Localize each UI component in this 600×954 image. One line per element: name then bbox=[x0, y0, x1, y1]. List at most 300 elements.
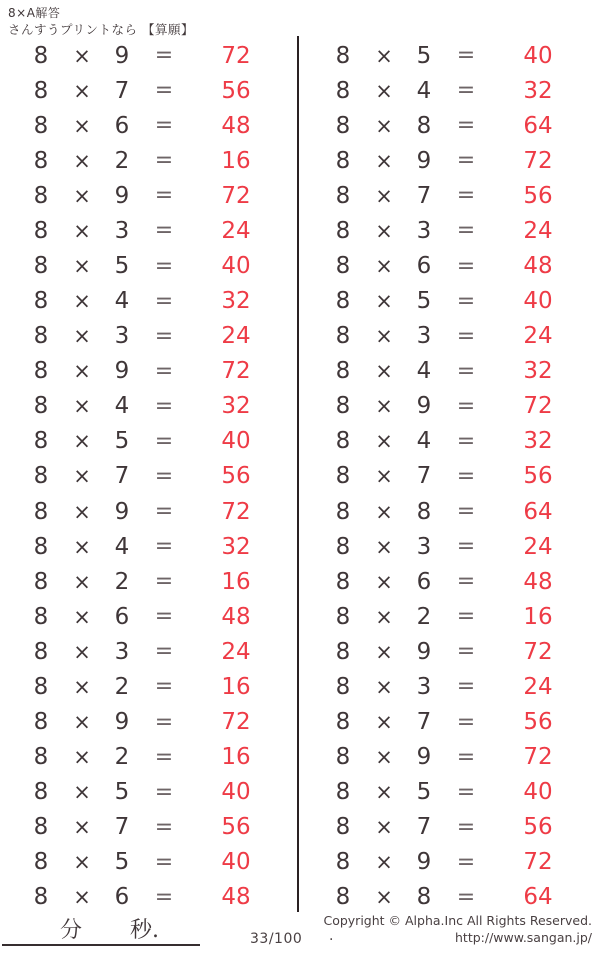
equals-symbol: = bbox=[456, 393, 476, 419]
problem-row bbox=[302, 178, 598, 213]
problem-row bbox=[302, 810, 598, 845]
multiplier: 8 bbox=[416, 498, 432, 525]
multiplicand: 8 bbox=[335, 323, 351, 350]
answer-value: 40 bbox=[221, 428, 251, 455]
page-indicator: 33/100 bbox=[250, 931, 303, 947]
equals-symbol: = bbox=[154, 358, 174, 384]
problem-row bbox=[0, 529, 296, 564]
multiplicand: 8 bbox=[33, 428, 49, 455]
times-symbol: × bbox=[73, 78, 91, 103]
multiplier: 2 bbox=[416, 603, 432, 630]
problem-row bbox=[302, 494, 598, 529]
times-symbol: × bbox=[73, 850, 91, 875]
answer-value: 16 bbox=[221, 147, 251, 174]
times-symbol: × bbox=[73, 394, 91, 419]
times-symbol: × bbox=[375, 394, 393, 419]
answer-value: 72 bbox=[523, 744, 553, 771]
times-symbol: × bbox=[73, 113, 91, 138]
multiplicand: 8 bbox=[33, 288, 49, 315]
multiplier: 8 bbox=[416, 112, 432, 139]
problem-row bbox=[0, 284, 296, 319]
equals-symbol: = bbox=[154, 323, 174, 349]
multiplicand: 8 bbox=[33, 603, 49, 630]
times-symbol: × bbox=[375, 359, 393, 384]
equals-symbol: = bbox=[154, 288, 174, 314]
multiplicand: 8 bbox=[33, 147, 49, 174]
multiplicand: 8 bbox=[335, 603, 351, 630]
equals-symbol: = bbox=[154, 744, 174, 770]
multiplicand: 8 bbox=[335, 849, 351, 876]
problem-row bbox=[302, 213, 598, 248]
multiplier: 5 bbox=[114, 849, 130, 876]
times-symbol: × bbox=[73, 183, 91, 208]
times-symbol: × bbox=[375, 113, 393, 138]
equals-symbol: = bbox=[456, 674, 476, 700]
multiplier: 2 bbox=[114, 673, 130, 700]
multiplier: 9 bbox=[416, 393, 432, 420]
multiplicand: 8 bbox=[335, 253, 351, 279]
answer-value: 32 bbox=[523, 428, 553, 455]
multiplier: 6 bbox=[114, 112, 130, 139]
multiplicand: 8 bbox=[33, 568, 49, 595]
equals-symbol: = bbox=[456, 183, 476, 209]
equals-symbol: = bbox=[456, 779, 476, 805]
equals-symbol: = bbox=[456, 534, 476, 560]
times-symbol: × bbox=[375, 148, 393, 173]
equals-symbol: = bbox=[154, 218, 174, 244]
multiplicand: 8 bbox=[33, 814, 49, 841]
times-symbol: × bbox=[375, 464, 393, 489]
problem-row bbox=[302, 389, 598, 424]
problem-row bbox=[0, 108, 296, 143]
answer-value: 32 bbox=[221, 393, 251, 420]
equals-symbol: = bbox=[154, 534, 174, 560]
answer-value: 32 bbox=[221, 288, 251, 315]
problem-row bbox=[302, 354, 598, 389]
equals-symbol: = bbox=[154, 674, 174, 700]
answer-value: 56 bbox=[221, 77, 251, 104]
equals-symbol: = bbox=[154, 148, 174, 174]
equals-symbol: = bbox=[154, 463, 174, 489]
problem-row bbox=[0, 319, 296, 354]
multiplier: 5 bbox=[114, 253, 130, 279]
equals-symbol: = bbox=[154, 253, 174, 279]
multiplicand: 8 bbox=[335, 673, 351, 700]
problem-row bbox=[302, 459, 598, 494]
answer-value: 32 bbox=[221, 533, 251, 560]
equals-symbol: = bbox=[154, 709, 174, 735]
multiplier: 7 bbox=[114, 77, 130, 104]
problems-column-right bbox=[302, 38, 598, 915]
equals-symbol: = bbox=[154, 428, 174, 454]
answer-value: 48 bbox=[523, 568, 553, 595]
equals-symbol: = bbox=[456, 499, 476, 525]
answer-value: 40 bbox=[523, 288, 553, 315]
multiplicand: 8 bbox=[33, 744, 49, 771]
times-symbol: × bbox=[73, 499, 91, 524]
multiplier: 4 bbox=[114, 533, 130, 560]
multiplicand: 8 bbox=[335, 358, 351, 385]
seconds-label: 秒. bbox=[130, 918, 159, 943]
times-symbol: × bbox=[375, 289, 393, 314]
answer-value: 72 bbox=[221, 182, 251, 209]
times-symbol: × bbox=[73, 43, 91, 68]
times-symbol: × bbox=[73, 815, 91, 840]
problem-row bbox=[0, 704, 296, 739]
column-divider-line bbox=[297, 36, 299, 912]
answer-value: 40 bbox=[221, 253, 251, 279]
multiplicand: 8 bbox=[335, 42, 351, 69]
answer-value: 56 bbox=[523, 182, 553, 209]
answer-value: 24 bbox=[221, 323, 251, 350]
multiplicand: 8 bbox=[33, 498, 49, 525]
multiplier: 9 bbox=[416, 147, 432, 174]
problem-row bbox=[0, 634, 296, 669]
times-symbol: × bbox=[73, 148, 91, 173]
worksheet-header bbox=[8, 5, 194, 38]
multiplicand: 8 bbox=[33, 463, 49, 490]
times-symbol: × bbox=[375, 850, 393, 875]
answer-value: 24 bbox=[523, 217, 553, 244]
answer-value: 32 bbox=[523, 77, 553, 104]
multiplicand: 8 bbox=[335, 533, 351, 560]
problem-row bbox=[302, 775, 598, 810]
multiplier: 3 bbox=[416, 217, 432, 244]
equals-symbol: = bbox=[154, 183, 174, 209]
multiplier: 3 bbox=[416, 323, 432, 350]
equals-symbol: = bbox=[456, 428, 476, 454]
multiplier: 4 bbox=[114, 288, 130, 315]
problem-row bbox=[302, 424, 598, 459]
multiplier: 5 bbox=[114, 779, 130, 806]
equals-symbol: = bbox=[456, 288, 476, 314]
multiplicand: 8 bbox=[33, 112, 49, 139]
multiplicand: 8 bbox=[335, 288, 351, 315]
multiplicand: 8 bbox=[33, 182, 49, 209]
times-symbol: × bbox=[375, 745, 393, 770]
footer-period: . bbox=[329, 928, 334, 944]
multiplier: 7 bbox=[416, 709, 432, 736]
multiplier: 9 bbox=[114, 42, 130, 69]
multiplicand: 8 bbox=[335, 884, 351, 911]
equals-symbol: = bbox=[154, 884, 174, 910]
answer-value: 56 bbox=[523, 709, 553, 736]
equals-symbol: = bbox=[456, 849, 476, 875]
answer-value: 72 bbox=[523, 393, 553, 420]
multiplicand: 8 bbox=[335, 428, 351, 455]
answer-value: 16 bbox=[221, 744, 251, 771]
problem-row bbox=[302, 143, 598, 178]
multiplicand: 8 bbox=[33, 533, 49, 560]
time-entry-line bbox=[2, 918, 200, 946]
multiplicand: 8 bbox=[335, 709, 351, 736]
answer-value: 64 bbox=[523, 884, 553, 911]
equals-symbol: = bbox=[154, 604, 174, 630]
multiplicand: 8 bbox=[33, 849, 49, 876]
times-symbol: × bbox=[375, 218, 393, 243]
multiplier: 3 bbox=[114, 638, 130, 665]
equals-symbol: = bbox=[456, 463, 476, 489]
times-symbol: × bbox=[73, 359, 91, 384]
problem-row bbox=[302, 564, 598, 599]
multiplier: 9 bbox=[114, 709, 130, 736]
multiplier: 7 bbox=[416, 182, 432, 209]
multiplicand: 8 bbox=[335, 463, 351, 490]
problem-row bbox=[0, 143, 296, 178]
answer-value: 24 bbox=[221, 217, 251, 244]
equals-symbol: = bbox=[456, 744, 476, 770]
problem-row bbox=[0, 178, 296, 213]
answer-value: 24 bbox=[523, 533, 553, 560]
equals-symbol: = bbox=[154, 499, 174, 525]
multiplier: 9 bbox=[114, 358, 130, 385]
problem-row bbox=[302, 880, 598, 915]
multiplicand: 8 bbox=[335, 77, 351, 104]
times-symbol: × bbox=[375, 639, 393, 664]
multiplier: 3 bbox=[416, 673, 432, 700]
multiplier: 4 bbox=[416, 428, 432, 455]
multiplicand: 8 bbox=[33, 42, 49, 69]
answer-value: 48 bbox=[523, 253, 553, 279]
problems-column-left bbox=[0, 38, 296, 915]
problem-row bbox=[0, 354, 296, 389]
equals-symbol: = bbox=[154, 43, 174, 69]
answer-value: 40 bbox=[221, 779, 251, 806]
times-symbol: × bbox=[375, 569, 393, 594]
answer-value: 48 bbox=[221, 884, 251, 911]
times-symbol: × bbox=[375, 604, 393, 629]
worksheet-subtitle: さんすうプリントなら 【算願】 bbox=[8, 22, 194, 37]
multiplicand: 8 bbox=[33, 217, 49, 244]
answer-value: 56 bbox=[221, 814, 251, 841]
times-symbol: × bbox=[73, 639, 91, 664]
answer-value: 24 bbox=[221, 638, 251, 665]
answer-value: 72 bbox=[221, 358, 251, 385]
equals-symbol: = bbox=[456, 569, 476, 595]
multiplier: 5 bbox=[416, 779, 432, 806]
times-symbol: × bbox=[375, 324, 393, 349]
answer-value: 64 bbox=[523, 498, 553, 525]
multiplier: 4 bbox=[416, 77, 432, 104]
multiplicand: 8 bbox=[335, 568, 351, 595]
multiplier: 3 bbox=[416, 533, 432, 560]
times-symbol: × bbox=[375, 254, 393, 278]
equals-symbol: = bbox=[154, 569, 174, 595]
times-symbol: × bbox=[73, 289, 91, 314]
multiplier: 9 bbox=[114, 182, 130, 209]
answer-value: 72 bbox=[221, 498, 251, 525]
problem-row bbox=[302, 284, 598, 319]
equals-symbol: = bbox=[456, 709, 476, 735]
times-symbol: × bbox=[375, 78, 393, 103]
multiplier: 5 bbox=[416, 288, 432, 315]
multiplicand: 8 bbox=[335, 814, 351, 841]
equals-symbol: = bbox=[154, 113, 174, 139]
problem-row bbox=[302, 248, 598, 283]
multiplicand: 8 bbox=[335, 147, 351, 174]
answer-value: 40 bbox=[523, 779, 553, 806]
times-symbol: × bbox=[73, 534, 91, 559]
answer-value: 56 bbox=[523, 463, 553, 490]
answer-value: 40 bbox=[523, 42, 553, 69]
equals-symbol: = bbox=[154, 639, 174, 665]
times-symbol: × bbox=[375, 710, 393, 735]
problems-area bbox=[0, 38, 600, 916]
equals-symbol: = bbox=[154, 78, 174, 104]
multiplicand: 8 bbox=[335, 498, 351, 525]
equals-symbol: = bbox=[456, 814, 476, 840]
equals-symbol: = bbox=[154, 779, 174, 805]
times-symbol: × bbox=[73, 464, 91, 489]
equals-symbol: = bbox=[154, 393, 174, 419]
times-symbol: × bbox=[375, 499, 393, 524]
multiplicand: 8 bbox=[33, 779, 49, 806]
multiplicand: 8 bbox=[33, 253, 49, 279]
multiplicand: 8 bbox=[33, 673, 49, 700]
problem-row bbox=[302, 845, 598, 880]
times-symbol: × bbox=[73, 324, 91, 349]
multiplier: 6 bbox=[114, 884, 130, 911]
problem-row bbox=[0, 38, 296, 73]
answer-value: 64 bbox=[523, 112, 553, 139]
multiplicand: 8 bbox=[33, 358, 49, 385]
times-symbol: × bbox=[375, 183, 393, 208]
problem-row bbox=[0, 775, 296, 810]
equals-symbol: = bbox=[456, 884, 476, 910]
multiplicand: 8 bbox=[335, 393, 351, 420]
problem-row bbox=[0, 213, 296, 248]
problem-row bbox=[302, 529, 598, 564]
problem-row bbox=[302, 73, 598, 108]
times-symbol: × bbox=[375, 885, 393, 910]
copyright-text: Copyright © Alpha.Inc All Rights Reserved. bbox=[323, 913, 592, 928]
times-symbol: × bbox=[73, 674, 91, 699]
multiplicand: 8 bbox=[335, 182, 351, 209]
times-symbol: × bbox=[73, 569, 91, 594]
equals-symbol: = bbox=[154, 849, 174, 875]
problem-row bbox=[302, 38, 598, 73]
multiplier: 9 bbox=[114, 498, 130, 525]
times-symbol: × bbox=[73, 885, 91, 910]
problem-row bbox=[0, 599, 296, 634]
problem-row bbox=[302, 669, 598, 704]
times-symbol: × bbox=[375, 534, 393, 559]
answer-value: 32 bbox=[523, 358, 553, 385]
multiplicand: 8 bbox=[33, 709, 49, 736]
problem-row bbox=[0, 459, 296, 494]
answer-value: 72 bbox=[523, 638, 553, 665]
multiplicand: 8 bbox=[33, 638, 49, 665]
multiplier: 5 bbox=[416, 42, 432, 69]
times-symbol: × bbox=[375, 429, 393, 454]
times-symbol: × bbox=[375, 815, 393, 840]
multiplier: 5 bbox=[114, 428, 130, 455]
multiplier: 7 bbox=[114, 463, 130, 490]
problem-row bbox=[0, 564, 296, 599]
multiplier: 9 bbox=[416, 849, 432, 876]
times-symbol: × bbox=[375, 674, 393, 699]
answer-value: 24 bbox=[523, 673, 553, 700]
answer-value: 48 bbox=[221, 603, 251, 630]
times-symbol: × bbox=[73, 710, 91, 735]
problem-row bbox=[0, 248, 296, 283]
times-symbol: × bbox=[73, 780, 91, 805]
worksheet-title: 8×A解答 bbox=[8, 6, 61, 20]
multiplier: 4 bbox=[416, 358, 432, 385]
answer-value: 16 bbox=[523, 603, 553, 630]
multiplicand: 8 bbox=[33, 77, 49, 104]
multiplier: 7 bbox=[416, 814, 432, 841]
problem-row bbox=[0, 669, 296, 704]
multiplicand: 8 bbox=[33, 323, 49, 350]
times-symbol: × bbox=[73, 218, 91, 243]
problem-row bbox=[0, 389, 296, 424]
answer-value: 56 bbox=[221, 463, 251, 490]
problem-row bbox=[302, 319, 598, 354]
multiplier: 7 bbox=[114, 814, 130, 841]
problem-row bbox=[0, 424, 296, 459]
problem-row bbox=[302, 108, 598, 143]
multiplier: 2 bbox=[114, 568, 130, 595]
answer-value: 72 bbox=[221, 42, 251, 69]
times-symbol: × bbox=[73, 429, 91, 454]
answer-value: 72 bbox=[221, 709, 251, 736]
multiplier: 9 bbox=[416, 744, 432, 771]
answer-value: 72 bbox=[523, 849, 553, 876]
equals-symbol: = bbox=[154, 814, 174, 840]
times-symbol: × bbox=[375, 780, 393, 805]
multiplier: 6 bbox=[114, 603, 130, 630]
multiplier: 2 bbox=[114, 147, 130, 174]
times-symbol: × bbox=[73, 745, 91, 770]
problem-row bbox=[0, 494, 296, 529]
problem-row bbox=[302, 704, 598, 739]
multiplier: 2 bbox=[114, 744, 130, 771]
times-symbol: × bbox=[375, 43, 393, 68]
site-url: http://www.sangan.jp/ bbox=[455, 929, 592, 945]
equals-symbol: = bbox=[456, 323, 476, 349]
equals-symbol: = bbox=[456, 148, 476, 174]
equals-symbol: = bbox=[456, 78, 476, 104]
multiplicand: 8 bbox=[33, 393, 49, 420]
multiplier: 3 bbox=[114, 323, 130, 350]
equals-symbol: = bbox=[456, 358, 476, 384]
multiplier: 8 bbox=[416, 884, 432, 911]
problem-row bbox=[0, 845, 296, 880]
multiplier: 9 bbox=[416, 638, 432, 665]
problem-row bbox=[0, 810, 296, 845]
multiplicand: 8 bbox=[335, 744, 351, 771]
answer-value: 16 bbox=[221, 568, 251, 595]
problem-row bbox=[0, 740, 296, 775]
multiplicand: 8 bbox=[335, 638, 351, 665]
multiplier: 7 bbox=[416, 463, 432, 490]
times-symbol: × bbox=[73, 604, 91, 629]
answer-value: 72 bbox=[523, 147, 553, 174]
answer-value: 16 bbox=[221, 673, 251, 700]
multiplier: 6 bbox=[416, 253, 432, 279]
problem-row bbox=[302, 740, 598, 775]
multiplicand: 8 bbox=[335, 112, 351, 139]
problem-row bbox=[302, 599, 598, 634]
multiplier: 4 bbox=[114, 393, 130, 420]
answer-value: 48 bbox=[221, 112, 251, 139]
equals-symbol: = bbox=[456, 639, 476, 665]
multiplier: 3 bbox=[114, 217, 130, 244]
equals-symbol: = bbox=[456, 218, 476, 244]
multiplicand: 8 bbox=[335, 779, 351, 806]
equals-symbol: = bbox=[456, 253, 476, 279]
